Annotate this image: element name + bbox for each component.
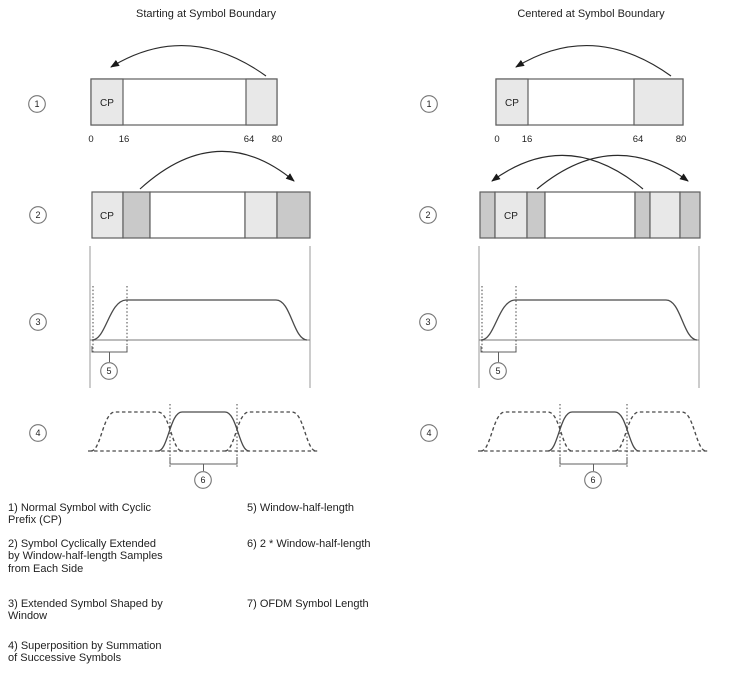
right-step2-extension-arrow-to-end: [537, 155, 688, 189]
left-window-curve: [92, 300, 307, 340]
right-step3-number: 3: [425, 317, 431, 328]
right-window-half-length-bracket: [481, 346, 516, 362]
legend-item-6: [247, 538, 371, 550]
right-step2-marker: [420, 207, 437, 224]
right-step1-symbol-rect: [496, 79, 683, 125]
legend-item-2: [8, 538, 163, 575]
right-tick-80: 80: [675, 134, 687, 145]
left-tick-16: 16: [118, 134, 130, 145]
left-next-symbol-window: [225, 412, 316, 451]
right-step1-sample-ticks: [494, 134, 686, 145]
left-step1-cp-label: CP: [100, 98, 114, 109]
right-step3-window-plot: [479, 246, 699, 388]
left-step1-sample-ticks: [88, 134, 282, 145]
left-tick-64: 64: [243, 134, 255, 145]
left-panel-title: Starting at Symbol Boundary: [135, 8, 277, 20]
right-step1-marker: [421, 96, 438, 113]
right-step1-number: 1: [426, 99, 432, 110]
legend-item-3-line-1: 3) Extended Symbol Shaped by: [8, 598, 163, 610]
left-tick-0: 0: [88, 134, 94, 145]
right-callout-5: 5: [495, 366, 501, 377]
legend-item-4-line-1: 4) Superposition by Summation: [8, 640, 162, 652]
left-step3-window-plot: [90, 246, 310, 388]
left-step1-symbol-rect: [91, 79, 277, 125]
legend-item-1: [8, 502, 151, 527]
left-step4-superposition-plot: [88, 404, 318, 488]
left-overlap-bracket: [170, 457, 237, 471]
left-step4-number: 4: [35, 428, 41, 439]
left-tick-80: 80: [271, 134, 283, 145]
right-overlap-bracket: [560, 457, 627, 471]
legend-item-2-line-2: by Window-half-length Samples: [8, 550, 163, 563]
right-tick-0: 0: [494, 134, 500, 145]
right-next-symbol-window: [615, 412, 706, 451]
left-step2-number: 2: [35, 210, 41, 221]
right-tick-16: 16: [521, 134, 533, 145]
legend-item-6-line-1: 6) 2 * Window-half-length: [247, 538, 371, 550]
legend-item-1-line-1: 1) Normal Symbol with Cyclic: [8, 502, 152, 514]
left-step2-extended-symbol-rect: [92, 192, 310, 238]
right-step4-superposition-plot: [478, 404, 708, 488]
right-step4-number: 4: [426, 428, 432, 439]
left-step3-number: 3: [35, 317, 41, 328]
right-callout-6: 6: [590, 475, 596, 486]
legend-item-7-line-1: 7) OFDM Symbol Length: [247, 598, 369, 610]
right-step2-cp-label: CP: [504, 211, 518, 222]
legend-item-2-line-3: from Each Side: [8, 562, 84, 575]
right-previous-symbol-window: [481, 412, 572, 451]
left-step1-cyclic-prefix-arrow: [111, 46, 266, 76]
legend-item-1-line-2: Prefix (CP): [8, 514, 62, 527]
legend-item-4: [8, 640, 161, 665]
left-previous-symbol-window: [91, 412, 182, 451]
left-step1-number: 1: [34, 99, 40, 110]
left-callout-6: 6: [200, 475, 206, 486]
right-tick-64: 64: [632, 134, 644, 145]
left-current-symbol-window: [158, 412, 249, 451]
left-step1-marker: [29, 96, 46, 113]
left-window-half-length-bracket: [92, 346, 127, 362]
right-panel-title: Centered at Symbol Boundary: [517, 8, 665, 20]
left-step2-cyclic-extension-arrow: [140, 151, 294, 189]
legend-item-3: [8, 598, 163, 623]
left-callout-5: 5: [106, 366, 112, 377]
right-step2-extension-arrow-to-start: [492, 155, 643, 189]
legend-item-7: [247, 598, 369, 610]
legend-item-5-line-1: 5) Window-half-length: [247, 502, 354, 514]
right-step2-number: 2: [425, 210, 431, 221]
legend-item-2-line-1: 2) Symbol Cyclically Extended: [8, 538, 156, 550]
right-step3-marker: [420, 314, 437, 331]
right-current-symbol-window: [548, 412, 639, 451]
left-step3-marker: [30, 314, 47, 331]
left-step4-marker: [30, 425, 47, 442]
legend-item-5: [247, 502, 354, 514]
legend-item-4-line-2: of Successive Symbols: [8, 652, 122, 665]
left-step2-cp-label: CP: [100, 211, 114, 222]
right-window-curve: [481, 300, 697, 340]
right-step1-cyclic-prefix-arrow: [516, 46, 671, 76]
right-step2-extended-symbol-rect: [480, 192, 700, 238]
legend-item-3-line-2: Window: [8, 610, 48, 623]
right-step4-marker: [421, 425, 438, 442]
right-step1-cp-label: CP: [505, 98, 519, 109]
left-step2-marker: [30, 207, 47, 224]
